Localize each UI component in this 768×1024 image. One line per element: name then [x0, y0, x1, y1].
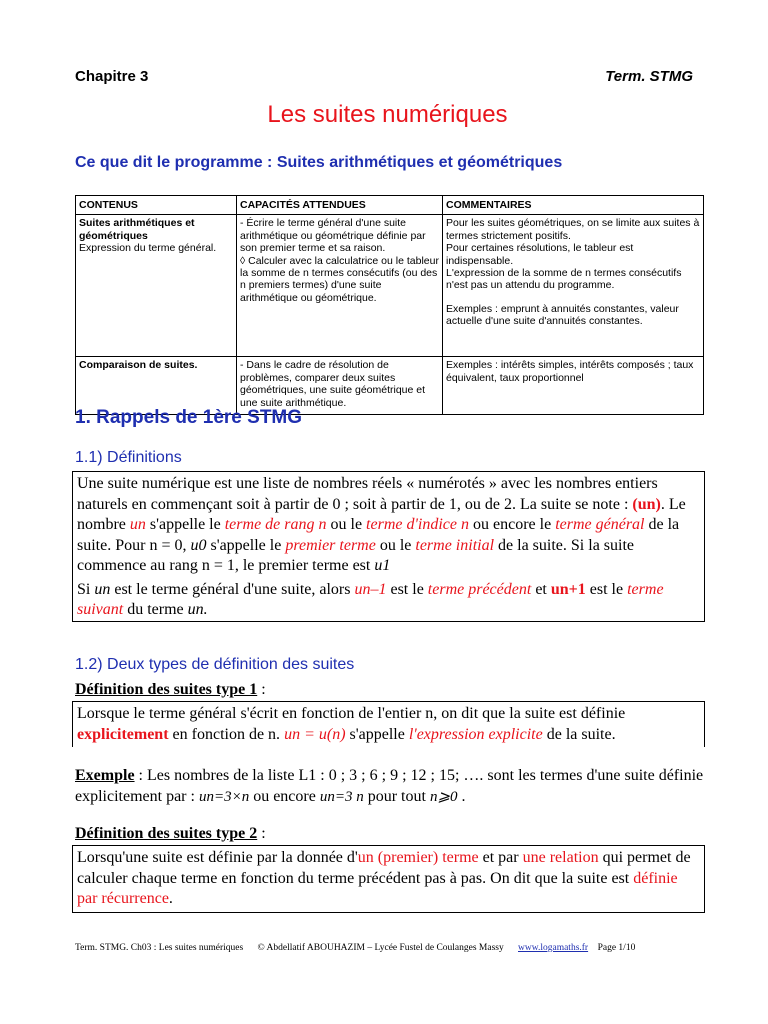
section-title-rappels: 1. Rappels de 1ère STMG	[75, 407, 303, 428]
type2-label: Définition des suites type 2 :	[75, 825, 266, 842]
table-header-cell: CAPACITÉS ATTENDUES	[237, 196, 443, 215]
term-initial: terme initial	[415, 536, 495, 554]
expression-explicite: l'expression explicite	[408, 725, 543, 743]
recurrence-term: définie par récurrence	[77, 869, 678, 907]
term-rang: terme de rang n	[224, 516, 327, 533]
capacites-text: - Dans le cadre de résolution de problèmes, comparer deux suites géométriques, une suite géométrique et une suite arithmétique.	[240, 359, 426, 409]
page-title: Les suites numériques	[267, 101, 508, 128]
definition-paragraph-2: Si un est le terme général d'une suite, alors un–1 est le terme précédent et un+1 est le terme suivant du terme un.	[77, 580, 664, 618]
type2-box	[72, 845, 705, 913]
premier-terme-term: un (premier) terme	[357, 849, 479, 866]
table-header-cell: COMMENTAIRES	[443, 196, 704, 215]
term-indice: terme d'indice n	[366, 516, 469, 533]
commentaires-text: Exemples : intérêts simples, intérêts composés ; taux équivalent, taux proportionnel	[446, 359, 694, 384]
class-label: Term. STMG	[605, 68, 693, 85]
exemple-label: Exemple	[75, 767, 135, 784]
contenu-text: Expression du terme général.	[79, 242, 217, 255]
page-footer	[75, 943, 695, 953]
table-cell-capacites	[237, 215, 443, 357]
footer-link[interactable]: www.logamaths.fr	[518, 943, 589, 953]
term-general: terme général	[555, 516, 645, 533]
exemple-paragraph: Exemple : Les nombres de la liste L1 : 0 ; 3 ; 6 ; 9 ; 12 ; 15; …. sont les termes d'une suite définie explicitement par : un=3×n ou encore un=3 n pour tout n⩾0 .	[75, 767, 704, 805]
term-precedent: terme précédent	[427, 580, 532, 598]
relation-term: une relation	[522, 849, 599, 866]
formula-3: n⩾0	[429, 789, 458, 805]
formula-2: un=3 n	[319, 789, 364, 805]
table-cell-commentaires	[443, 357, 704, 415]
contenu-bold: Comparaison de suites.	[79, 359, 198, 372]
program-subtitle: Ce que dit le programme : Suites arithmétiques et géométriques	[75, 154, 563, 171]
suite-notation: (un)	[632, 495, 661, 513]
chapter-label: Chapitre 3	[75, 68, 149, 85]
table-header-row	[76, 196, 704, 215]
formula-1: un=3×n	[198, 789, 250, 805]
capacites-text: - Écrire le terme général d'une suite arithmétique ou géométrique définie par son premier terme et sa raison. ◊ Calculer avec la calculatrice ou le tableur la somme de n termes consécutifs (ou des n premiers termes) d'une suite arithmétique ou géométrique.	[240, 217, 439, 304]
program-table	[75, 195, 704, 415]
definition-box	[72, 471, 705, 622]
footer-author: © Abdellatif ABOUHAZIM – Lycée Fustel de Coulanges Massy	[257, 943, 504, 953]
type1-box	[72, 701, 705, 747]
type1-paragraph: Lorsque le terme général s'écrit en fonction de l'entier n, on dit que la suite est définie explicitement en fonction de n. un = u(n) s'appelle l'expression explicite de la suite.	[77, 705, 626, 743]
type1-label: Définition des suites type 1 :	[75, 681, 266, 698]
commentaires-examples: Exemples : emprunt à annuités constantes, valeur actuelle d'une suite d'annuités constantes.	[446, 302, 679, 328]
explicit-formula: un = u(n)	[284, 725, 346, 743]
footer-course: Term. STMG. Ch03 : Les suites numériques	[75, 943, 244, 953]
table-header-cell: CONTENUS	[76, 196, 237, 215]
section-title-types: 1.2) Deux types de définition des suites	[75, 656, 355, 673]
table-row	[76, 215, 704, 357]
commentaires-text: Pour les suites géométriques, on se limite aux suites à termes strictement positifs. Pour certaines résolutions, le tableur est indispensable. L'expression de la somme de n termes consécutifs n'est pas un attendu du programme.	[446, 217, 700, 292]
type2-paragraph: Lorsqu'une suite est définie par la donnée d'un (premier) terme et par une relation qui permet de calculer chaque terme en fonction du terme précédent pas à pas. On dit que la suite est définie par récurrence.	[77, 849, 691, 907]
term-premier: premier terme	[285, 536, 376, 554]
section-title-definitions: 1.1) Définitions	[75, 449, 182, 466]
table-cell-contenu	[76, 215, 237, 357]
term-suivant: terme suivant	[77, 580, 664, 618]
footer-page: Page 1/10	[597, 943, 636, 953]
definition-paragraph: Une suite numérique est une liste de nombres réels « numérotés » avec les nombres entiers naturels en commençant soit à partir de 0 ; soit à partir de 1, ou de 2. La suite se note : (un). Le nombre un s'appelle le terme de rang n ou le terme d'indice n ou encore le terme général de la suite. Pour n = 0, u0 s'appelle le premier terme ou le terme initial de la suite. Si la suite commence au rang n = 1, le premier terme est u1	[77, 475, 686, 574]
contenu-bold: Suites arithmétiques et géométriques	[79, 217, 195, 242]
explicitement-term: explicitement	[77, 725, 169, 743]
table-cell-commentaires	[443, 215, 704, 357]
